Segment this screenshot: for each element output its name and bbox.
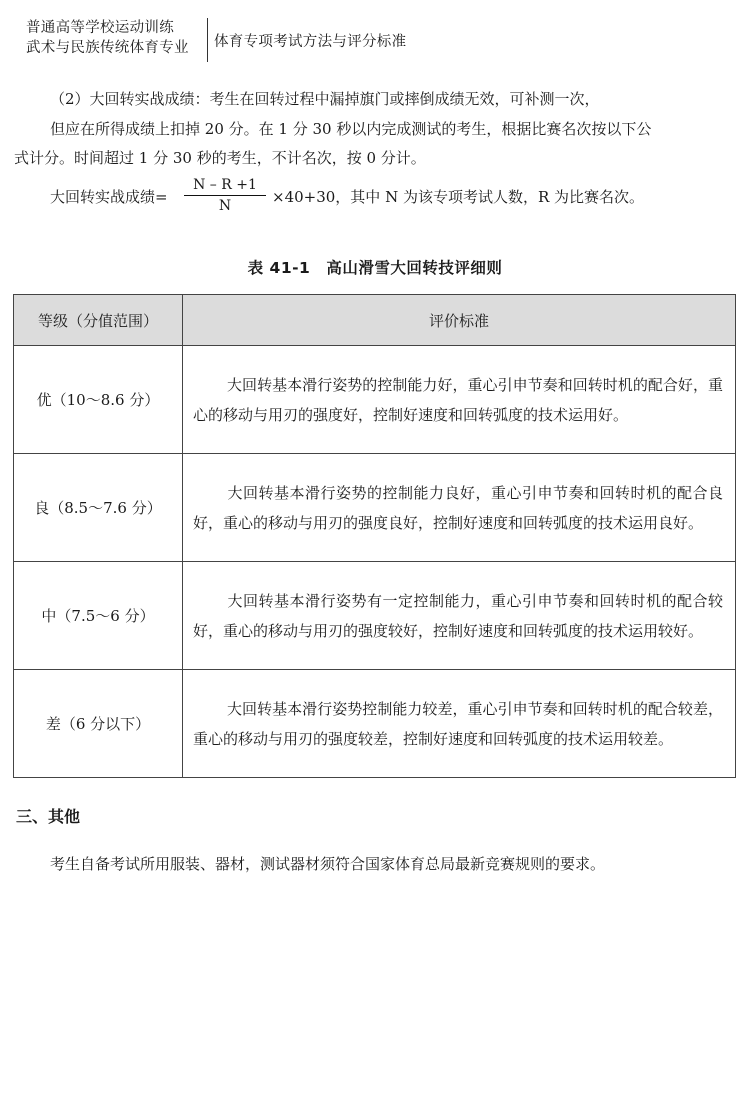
- section-title: 三、其他: [16, 807, 81, 826]
- criteria-text: 大回转基本滑行姿势有一定控制能力，重心引申节奏和回转时机的配合较好，重心的移动与用刃的强度较好，控制好速度和回转弧度的技术运用较好。: [193, 591, 723, 640]
- table-row: [14, 454, 736, 562]
- fraction-bar: [184, 195, 266, 196]
- criteria-cell: [183, 346, 736, 454]
- intro-paragraph-line3: 式计分。时间超过 1 分 30 秒的考生，不计名次，按 0 分计。: [14, 149, 426, 167]
- table-caption: 表 41-1 高山滑雪大回转技评细则: [247, 259, 503, 277]
- header-grade: 等级（分值范围）: [14, 295, 183, 346]
- formula-denominator: N: [218, 198, 232, 214]
- table-row: [14, 346, 736, 454]
- formula-rest: ×40+30，其中 N 为该专项考试人数，R 为比赛名次。: [272, 188, 645, 206]
- header-criteria: 评价标准: [183, 295, 736, 346]
- header-left-line1: 普通高等学校运动训练: [26, 20, 174, 36]
- criteria-cell: [183, 454, 736, 562]
- criteria-text: 大回转基本滑行姿势的控制能力好，重心引申节奏和回转时机的配合好，重心的移动与用刃的强度好，控制好速度和回转弧度的技术运用好。: [193, 375, 723, 424]
- header-right: 体育专项考试方法与评分标准: [214, 34, 407, 50]
- grade-cell: 良（8.5～7.6 分）: [14, 454, 183, 562]
- table-header-row: [14, 295, 736, 346]
- header-left: [26, 18, 201, 58]
- grade-cell: 中（7.5～6 分）: [14, 562, 183, 670]
- criteria-cell: [183, 562, 736, 670]
- criteria-cell: [183, 670, 736, 778]
- formula-fraction: [184, 176, 266, 215]
- intro-paragraph-line1: （2）大回转实战成绩：考生在回转过程中漏掉旗门或摔倒成绩无效，可补测一次，: [50, 90, 600, 108]
- grade-cell: 差（6 分以下）: [14, 670, 183, 778]
- table-row: [14, 562, 736, 670]
- grade-cell: 优（10～8.6 分）: [14, 346, 183, 454]
- intro-paragraph-line2: 但应在所得成绩上扣掉 20 分。在 1 分 30 秒以内完成测试的考生，根据比赛名次按以下公: [50, 120, 652, 138]
- criteria-table: [13, 294, 736, 778]
- header-left-line2: 武术与民族传统体育专业: [26, 40, 189, 56]
- criteria-text: 大回转基本滑行姿势控制能力较差，重心引申节奏和回转时机的配合较差，重心的移动与用刃的强度较差，控制好速度和回转弧度的技术运用较差。: [193, 699, 723, 748]
- section-paragraph: 考生自备考试所用服装、器材，测试器材须符合国家体育总局最新竞赛规则的要求。: [50, 855, 606, 873]
- criteria-text: 大回转基本滑行姿势的控制能力良好，重心引申节奏和回转时机的配合良好，重心的移动与用刃的强度良好，控制好速度和回转弧度的技术运用良好。: [193, 483, 723, 532]
- table-row: [14, 670, 736, 778]
- formula-numerator: N – R +1: [193, 177, 257, 193]
- formula-label: 大回转实战成绩=: [50, 188, 168, 206]
- header-divider: [207, 18, 208, 62]
